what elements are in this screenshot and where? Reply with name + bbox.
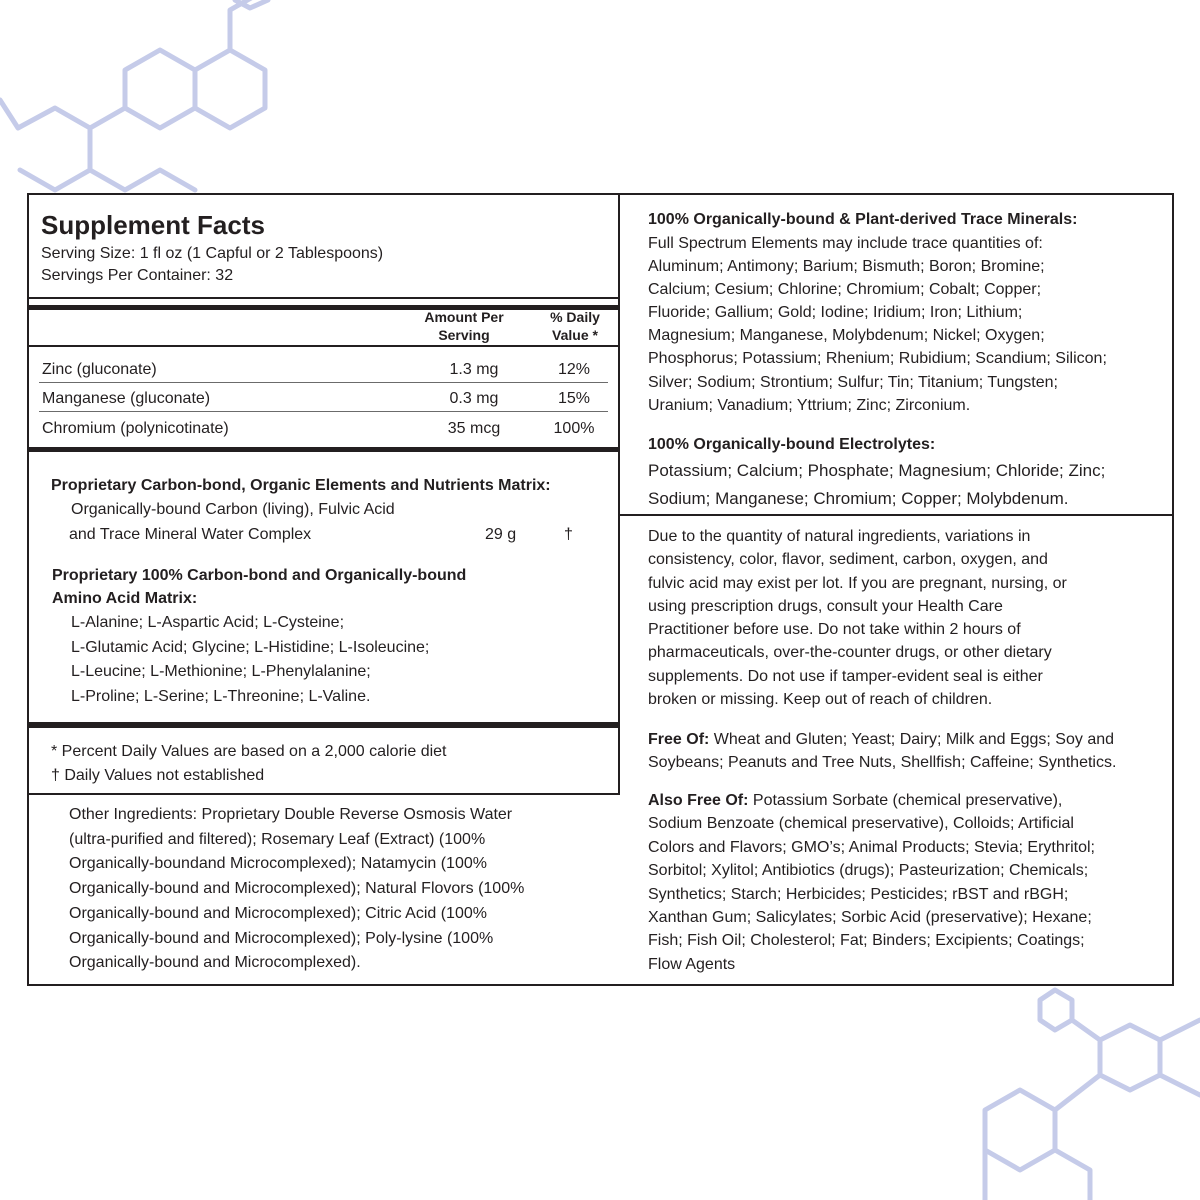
servings-per-container: Servings Per Container: 32 xyxy=(41,267,234,284)
electrolytes-list: Potassium; Calcium; Phosphate; Magnesium; Chloride; Zinc; Sodium; Manganese; Chromium; Copper; Molybdenum. xyxy=(648,461,1106,508)
divider-col-header xyxy=(29,345,618,347)
serving-size: Serving Size: 1 fl oz (1 Capful or 2 Tablespoons) xyxy=(41,245,384,262)
also-free-of-line1: Potassium Sorbate (chemical preservative), xyxy=(748,792,1063,809)
blend1-title: Proprietary Carbon-bond, Organic Elements and Nutrients Matrix: xyxy=(51,477,551,494)
divider-row-1 xyxy=(39,382,608,383)
divider-right-1 xyxy=(618,514,1174,516)
divider-footnote xyxy=(29,793,618,795)
also-free-of-label: Also Free Of: xyxy=(648,792,749,809)
nutrient-manganese-dv: 15% xyxy=(557,390,591,407)
panel-title: Supplement Facts xyxy=(41,210,265,240)
nutrient-manganese-name: Manganese (gluconate) xyxy=(42,390,211,407)
blend1-amount: 29 g xyxy=(485,526,517,543)
footnote-daily-value: * Percent Daily Values are based on a 2,000 calorie diet xyxy=(51,743,447,760)
free-of-line1: Wheat and Gluten; Yeast; Dairy; Milk and Eggs; Soy and xyxy=(709,731,1115,748)
supplement-facts-label xyxy=(27,193,1174,986)
amino-acid-list: L-Alanine; L-Aspartic Acid; L-Cysteine; L-Glutamic Acid; Glycine; L-Histidine; L-Isoleucine; L-Leucine; L-Methionine; L-Phenylalanine; L-Proline; L-Serine; L-Threonine; L-Valine. xyxy=(71,614,430,705)
blend2-title-2: Amino Acid Matrix: xyxy=(52,590,198,607)
electrolytes-title: 100% Organically-bound Electrolytes: xyxy=(648,436,936,453)
daily-value-header: % Daily Value * xyxy=(550,309,600,343)
amount-per-serving-header: Amount Per Serving xyxy=(424,309,504,343)
free-of-label: Free Of: xyxy=(648,731,710,748)
blend1-line1: Organically-bound Carbon (living), Fulvic Acid xyxy=(71,501,395,518)
free-of xyxy=(648,728,1116,775)
nutrient-chromium-dv: 100% xyxy=(553,420,595,437)
blend1-dv: † xyxy=(564,526,573,543)
blend2-title-1: Proprietary 100% Carbon-bond and Organically-bound xyxy=(52,567,467,584)
nutrient-chromium-amount: 35 mcg xyxy=(447,420,501,437)
blend1-line2: and Trace Mineral Water Complex xyxy=(69,526,312,543)
free-of-line2: Soybeans; Peanuts and Tree Nuts, Shellfish; Caffeine; Synthetics. xyxy=(648,754,1117,772)
column-divider xyxy=(618,195,620,795)
nutrient-manganese-amount: 0.3 mg xyxy=(449,390,499,407)
nutrient-zinc-dv: 12% xyxy=(557,361,591,378)
nutrient-chromium-name: Chromium (polynicotinate) xyxy=(42,420,229,437)
warning-text: Due to the quantity of natural ingredients, variations in consistency, color, flavor, sediment, carbon, oxygen, and fulvic acid may exist per lot. If you are pregnant, nursing, or using prescription drugs, consult your Health Care Practitioner before use. Do not take within 2 hours of pharmaceuticals, over-the-counter drugs, or other dietary supplements. Do not use if tamper-evident seal is either broken or missing. Keep out of reach of children. xyxy=(648,528,1067,709)
nutrient-zinc-name: Zinc (gluconate) xyxy=(42,361,157,378)
divider-thick-2 xyxy=(29,447,618,452)
trace-minerals-title: 100% Organically-bound & Plant-derived Trace Minerals: xyxy=(648,211,1078,228)
divider-header xyxy=(29,297,618,299)
also-free-of: Also Free Of: Potassium Sorbate (chemical preservative), Sodium Benzoate (chemical preservative), Colloids; Artificial Colors and Flavors; GMO’s; Animal Products; Stevia; Erythritol; Sorbitol; Xylitol; Antibiotics (drugs); Pasteurization; Chemicals; Synthetics; Starch; Herbicides; Pesticides; rBST and rBGH; Xanthan Gum; Salicylates; Sorbic Acid (preservative); Hexane; Fish; Fish Oil; Cholesterol; Fat; Binders; Excipients; Coatings; Flow Agents xyxy=(648,792,1095,973)
divider-thick-3 xyxy=(29,722,618,728)
divider-row-2 xyxy=(39,411,608,412)
nutrient-zinc-amount: 1.3 mg xyxy=(449,361,499,378)
divider-thick-1 xyxy=(29,305,618,310)
footnote-not-established: † Daily Values not established xyxy=(51,767,265,784)
trace-minerals-list: Full Spectrum Elements may include trace quantities of: Aluminum; Antimony; Barium; Bismuth; Boron; Bromine; Calcium; Cesium; Chlorine; Chromium; Cobalt; Copper; Fluoride; Gallium; Gold; Iodine; Iridium; Iron; Lithium; Magnesium; Manganese, Molybdenum; Nickel; Oxygen; Phosphorus; Potassium; Rhenium; Rubidium; Scandium; Silicon; Silver; Sodium; Strontium; Sulfur; Tin; Titanium; Tungsten; Uranium; Vanadium; Yttrium; Zinc; Zirconium. xyxy=(648,235,1107,414)
other-ingredients: Other Ingredients: Proprietary Double Reverse Osmosis Water (ultra-purified and filtered); Rosemary Leaf (Extract) (100% Organically-boundand Microcomplexed); Natamycin (100% Organically-bound and Microcomplexed); Natural Flovors (100% Organically-bound and Microcomplexed); Citric Acid (100% Organically-bound and Microcomplexed); Poly-lysine (100% Organically-bound and Microcomplexed). xyxy=(69,806,525,972)
